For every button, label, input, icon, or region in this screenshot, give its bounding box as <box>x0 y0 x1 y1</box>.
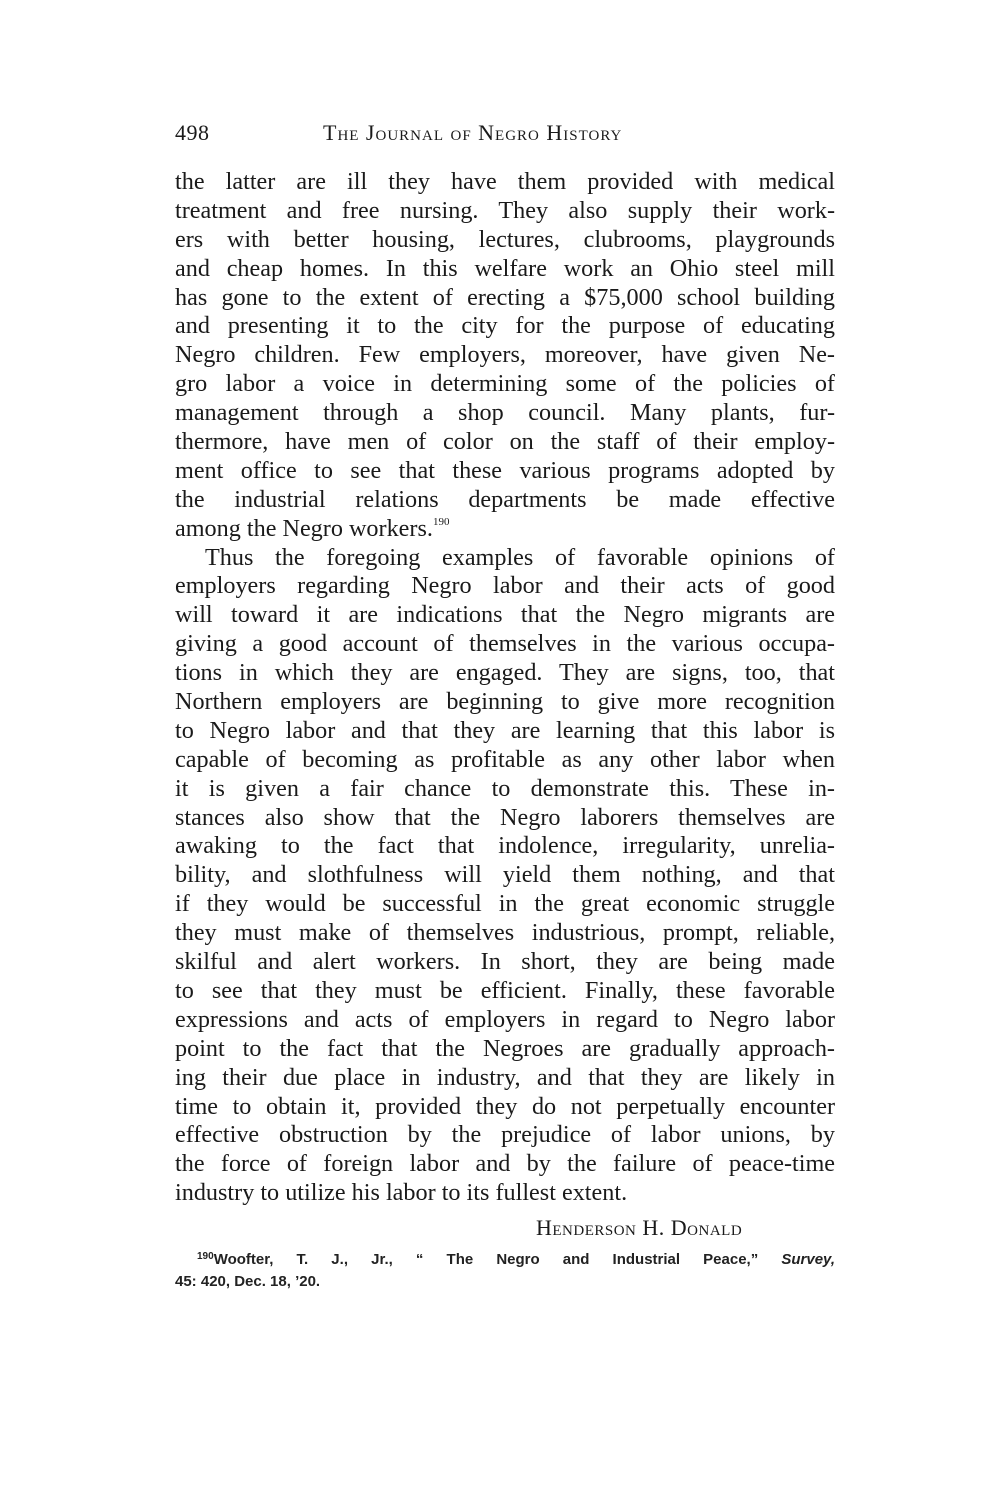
paragraph-1 <box>175 168 835 544</box>
text-line-last <box>175 515 835 544</box>
text-line: time to obtain it, provided they do not perpetually encounter <box>175 1092 835 1120</box>
footnote-line: 45: 420, Dec. 18, ’20. <box>175 1273 321 1290</box>
text-line: treatment and free nursing. They also supply their work- <box>175 196 835 224</box>
text-line-content: among the Negro workers. <box>175 514 433 542</box>
text-line: bility, and slothfulness will yield them nothing, and that <box>175 861 835 889</box>
text-line: effective obstruction by the prejudice of labor unions, by <box>175 1121 835 1149</box>
text-line: tions in which they are engaged. They are signs, too, that <box>175 659 835 687</box>
footnote-journal-name: Survey, <box>781 1251 835 1268</box>
text-line: ment office to see that these various programs adopted by <box>175 456 835 484</box>
running-head <box>175 118 835 148</box>
footnote <box>175 1249 835 1293</box>
text-line: it is given a fair chance to demonstrate this. These in- <box>175 774 835 802</box>
text-line: expressions and acts of employers in regard to Negro labor <box>175 1005 835 1033</box>
text-line: awaking to the fact that indolence, irregularity, unrelia- <box>175 832 835 860</box>
text-line: point to the fact that the Negroes are gradually approach- <box>175 1034 835 1062</box>
text-line-last: industry to utilize his labor to its fullest extent. <box>175 1179 628 1207</box>
text-line: the latter are ill they have them provided with medical <box>175 168 835 195</box>
text-line: giving a good account of themselves in the various occupa- <box>175 630 835 658</box>
footnote-line <box>175 1249 835 1271</box>
footnote-number: 190 <box>197 1251 214 1262</box>
text-line: thermore, have men of color on the staff of their employ- <box>175 428 835 456</box>
journal-title: The Journal of Negro History <box>323 120 623 145</box>
text-line: ing their due place in industry, and that they are likely in <box>175 1063 835 1091</box>
text-line: and presenting it to the city for the purpose of educating <box>175 312 835 340</box>
text-line: capable of becoming as profitable as any other labor when <box>175 745 835 773</box>
text-line: ers with better housing, lectures, clubrooms, playgrounds <box>175 225 835 253</box>
text-line: they must make of themselves industrious, prompt, reliable, <box>175 919 835 947</box>
paragraph-2 <box>175 544 835 1208</box>
text-line: Northern employers are beginning to give more recognition <box>175 688 835 716</box>
text-line: and cheap homes. In this welfare work an Ohio steel mill <box>175 254 835 282</box>
text-line: management through a shop council. Many plants, fur- <box>175 399 835 427</box>
text-line: has gone to the extent of erecting a $75,000 school building <box>175 283 835 311</box>
article-body <box>175 168 835 1208</box>
text-line-indented: Thus the foregoing examples of favorable opinions of <box>205 543 835 571</box>
text-line: Negro children. Few employers, moreover, have given Ne- <box>175 341 835 369</box>
text-line: will toward it are indications that the Negro migrants are <box>175 601 835 629</box>
footnote-reference[interactable]: 190 <box>432 515 450 528</box>
text-line: to see that they must be efficient. Finally, these favorable <box>175 976 835 1004</box>
text-line: gro labor a voice in determining some of the policies of <box>175 370 835 398</box>
footnote-citation: Woofter, T. J., Jr., “ The Negro and Industrial Peace,” <box>213 1251 782 1268</box>
text-line: the force of foreign labor and by the failure of peace-time <box>175 1150 835 1178</box>
text-line: the industrial relations departments be made effective <box>175 485 835 513</box>
author-signature: Henderson H. Donald <box>536 1215 743 1240</box>
text-line: stances also show that the Negro laborers themselves are <box>175 803 835 831</box>
text-line: employers regarding Negro labor and their acts of good <box>175 572 835 600</box>
page-number: 498 <box>175 120 210 145</box>
text-line: skilful and alert workers. In short, they are being made <box>175 948 835 976</box>
text-line: to Negro labor and that they are learning that this labor is <box>175 716 835 744</box>
text-line: if they would be successful in the great economic struggle <box>175 890 835 918</box>
